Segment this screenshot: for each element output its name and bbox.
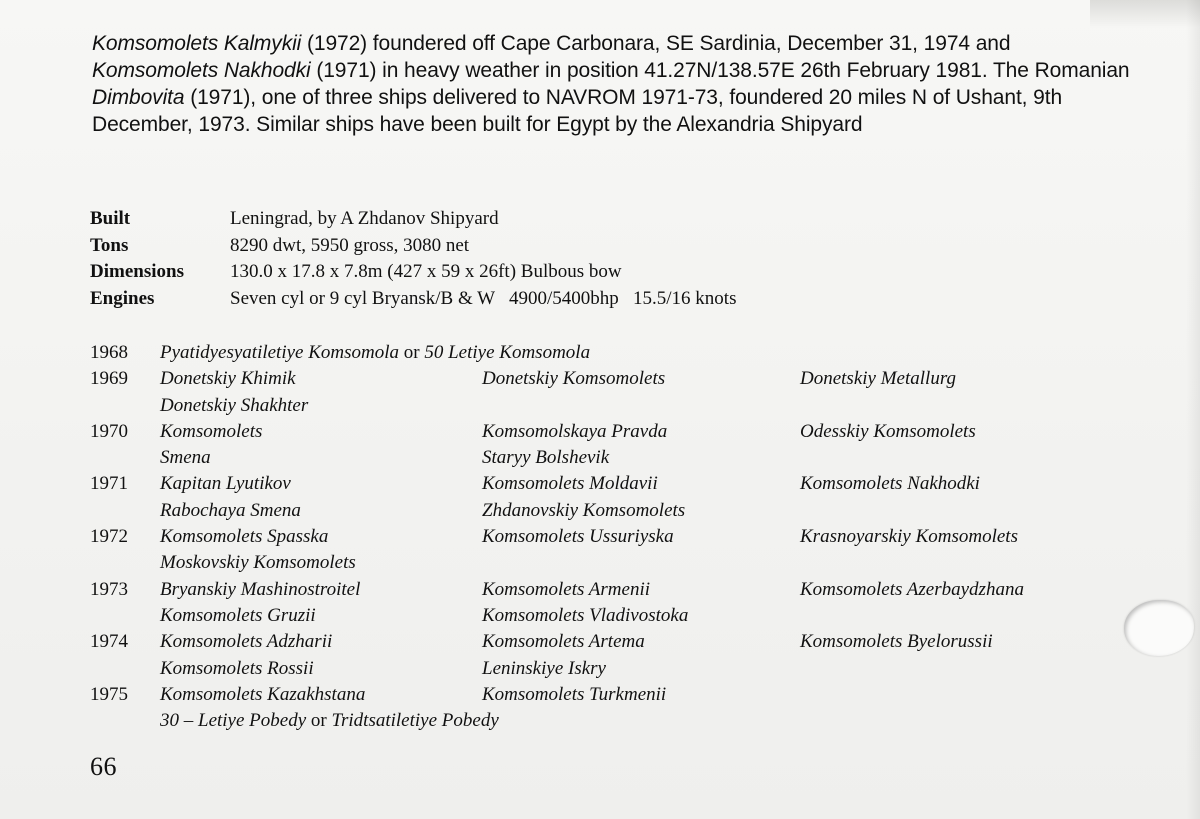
intro-paragraph [92,30,1132,138]
year-block [90,682,1150,735]
year-block [90,629,1150,682]
spec-value: Leningrad, by A Zhdanov Shipyard [230,208,499,229]
year-spacer [90,656,160,682]
ship-name [800,682,1150,708]
ship-name: Odesskiy Komsomolets [800,420,976,442]
ship-name: Komsomolets Turkmenii [482,683,667,705]
year-label: 1972 [90,526,128,548]
year-spacer [90,708,160,734]
year-label: 1971 [90,473,128,495]
ship-name: 50 Letiye Komsomola [424,342,591,363]
year-label: 1975 [90,683,128,705]
ship-name-italic: Komsomolets Nakhodki [92,59,311,82]
spec-label: Built [90,208,131,229]
ship-name: Kapitan Lyutikov [160,473,291,495]
punch-hole [1124,600,1194,656]
year-block [90,419,1150,472]
year-spacer [90,498,160,524]
ship-name: Donetskiy Khimik [160,368,296,390]
ship-name: Pyatidyesyatiletiye Komsomola [160,342,400,363]
ship-name: Smena [160,447,211,469]
ship-name: Komsomolets Moldavii [482,473,658,495]
year-block [90,471,1150,524]
ship-name [800,445,1150,471]
ship-name: Tridtsatiletiye Pobedy [331,710,499,732]
year-block [90,577,1150,630]
ship-name-line [160,340,1150,366]
specifications-table [90,206,736,312]
spec-row [90,206,736,233]
ship-name: Komsomolets Rossii [160,657,314,679]
ship-name [482,550,800,576]
spec-row [90,259,736,286]
spec-value: 130.0 x 17.8 x 7.8m (427 x 59 x 26ft) Bulbous bow [230,261,622,282]
ship-name: Komsomolets Artema [482,631,645,653]
spec-row [90,286,736,313]
ship-name-line [160,708,1150,734]
ship-name: Zhdanovskiy Komsomolets [482,499,686,521]
spec-value: Seven cyl or 9 cyl Bryansk/B & W 4900/5400bhp 15.5/16 knots [230,287,737,309]
year-spacer [90,393,160,419]
ship-name: Komsomolets Azerbaydzhana [800,578,1024,600]
spec-label: Engines [90,287,155,309]
year-label: 1968 [90,342,128,363]
page-number: 66 [90,752,117,781]
conjunction: or [399,342,425,363]
ship-name: Komsomolets Byelorussii [800,631,993,653]
ship-name [482,393,800,419]
year-label: 1970 [90,420,128,442]
ship-name: Komsomolets Nakhodki [800,473,980,495]
ship-name: Donetskiy Komsomolets [482,368,666,390]
ship-name: 30 – Letiye Pobedy [160,710,307,732]
spec-row [90,233,736,260]
ship-name-italic: Komsomolets Kalmykii [92,32,302,55]
year-block [90,524,1150,577]
ship-name: Staryy Bolshevik [482,447,610,469]
ship-name: Rabochaya Smena [160,499,301,521]
ship-name: Moskovskiy Komsomolets [160,552,356,574]
ship-name: Krasnoyarskiy Komsomolets [800,526,1018,548]
year-label: 1969 [90,368,128,390]
page-edge-shadow [1186,0,1200,819]
spec-label: Tons [90,234,129,256]
ship-name-italic: Dimbovita [92,86,185,109]
ship-name: Komsomolets Adzharii [160,631,333,653]
intro-text-run: (1971), one of three ships delivered to NAVROM 1971-73, foundered 20 miles N of Ushant, 9th December, 1973. Similar ships have been built for Egypt by the Alexandria Shipyard [92,86,1063,136]
ship-name [800,393,1150,419]
ship-name: Donetskiy Metallurg [800,368,957,390]
ship-name: Komsomolets Kazakhstana [160,683,366,705]
spec-value: 8290 dwt, 5950 gross, 3080 net [230,234,470,256]
ship-name [800,656,1150,682]
ship-name: Komsomolets Spasska [160,526,329,548]
scan-smudge [1090,0,1200,28]
conjunction: or [306,710,332,732]
ship-name: Komsomolets [160,420,263,442]
spec-label: Dimensions [90,261,184,282]
ship-name: Komsomolets Gruzii [160,604,316,626]
year-label: 1974 [90,631,128,653]
ship-name [800,550,1150,576]
year-label: 1973 [90,578,128,600]
ship-name: Leninskiye Iskry [482,657,606,679]
intro-text-run: (1972) foundered off Cape Carbonara, SE Sardinia, December 31, 1974 and [301,32,1011,55]
year-block [90,340,1150,366]
year-block [90,366,1150,419]
ship-name: Bryanskiy Mashinostroitel [160,578,361,600]
ship-name [800,498,1150,524]
ship-name [800,603,1150,629]
ship-name: Komsomolskaya Pravda [482,420,668,442]
year-spacer [90,550,160,576]
ship-name: Donetskiy Shakhter [160,394,309,416]
year-spacer [90,603,160,629]
ship-name: Komsomolets Vladivostoka [482,604,689,626]
ship-name: Komsomolets Ussuriyska [482,526,674,548]
ship-name: Komsomolets Armenii [482,578,651,600]
ship-names-list [90,340,1150,734]
intro-text [92,30,1132,138]
intro-text-run: (1971) in heavy weather in position 41.27N/138.57E 26th February 1981. The Romanian [310,59,1130,82]
year-spacer [90,445,160,471]
